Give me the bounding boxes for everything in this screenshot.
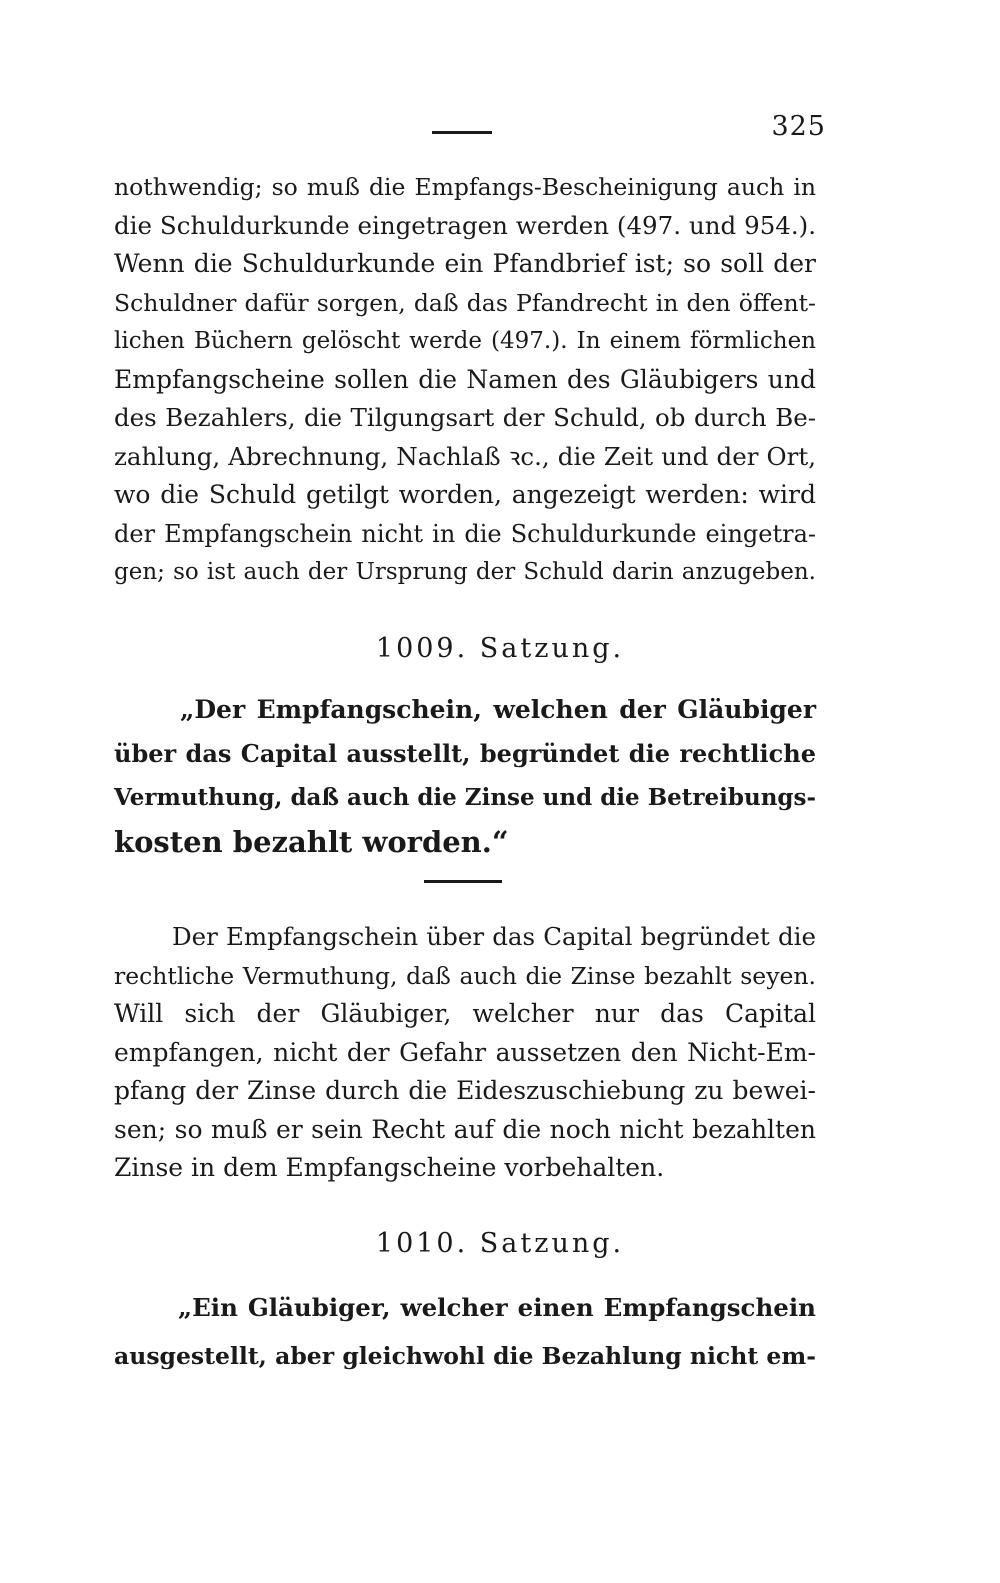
text-line: die Schuldurkunde eingetragen werden (497. und 954.). [114,210,816,240]
section-heading-1009: 1009. Satzung. [375,633,625,664]
quote-line: „Ein Gläubiger, welcher einen Empfangschein [178,1293,816,1322]
quote-1009 [114,688,816,864]
quote-1010 [114,1284,816,1380]
text-line: Der Empfangschein über das Capital begründet die [172,922,816,951]
page-number: 325 [771,111,826,142]
text-line: gen; so ist auch der Ursprung der Schuld darin anzugeben. [114,559,816,585]
section-divider [424,880,502,883]
quote-line: Vermuthung, daß auch die Zinse und die Betreibungs- [114,784,816,811]
text-line: Will sich der Gläubiger, welcher nur das Capital [114,999,816,1028]
text-line: der Empfangschein nicht in die Schuldurkunde eingetra- [114,519,816,548]
text-line: rechtliche Vermuthung, daß auch die Zinse bezahlt seyen. [114,961,816,990]
paragraph-continued [114,168,816,592]
section-heading-1010: 1010. Satzung. [375,1228,625,1259]
text-line: nothwendig; so muß die Empfangs-Bescheinigung auch in [114,173,816,201]
text-line: des Bezahlers, die Tilgungsart der Schuld, ob durch Be- [114,403,816,432]
text-line: zahlung, Abrechnung, Nachlaß ꝛc., die Zeit und der Ort, [114,441,816,471]
text-line: Wenn die Schuldurkunde ein Pfandbrief ist; so soll der [114,249,816,278]
quote-line: ausgestellt, aber gleichwohl die Bezahlung nicht em- [114,1342,816,1370]
text-line: lichen Büchern gelöscht werde (497.). In einem förmlichen [114,328,816,354]
header-rule [432,131,492,134]
text-line: empfangen, nicht der Gefahr aussetzen den Nicht-Em- [114,1037,816,1067]
text-line: Schuldner dafür sorgen, daß das Pfandrecht in den öffent- [114,288,816,317]
text-line: Empfangscheine sollen die Namen des Gläubigers und [114,364,816,394]
quote-line: kosten bezahlt worden.“ [114,825,509,859]
quote-line: „Der Empfangschein, welchen der Gläubiger [180,695,816,724]
commentary-paragraph [114,918,816,1188]
text-line: wo die Schuld getilgt worden, angezeigt werden: wird [114,480,816,509]
text-line: pfang der Zinse durch die Eideszuschiebung zu bewei- [114,1076,816,1105]
quote-line: über das Capital ausstellt, begründet die rechtliche [114,739,816,768]
text-line: sen; so muß er sein Recht auf die noch nicht bezahlten [114,1114,816,1144]
text-line: Zinse in dem Empfangscheine vorbehalten. [114,1153,665,1182]
